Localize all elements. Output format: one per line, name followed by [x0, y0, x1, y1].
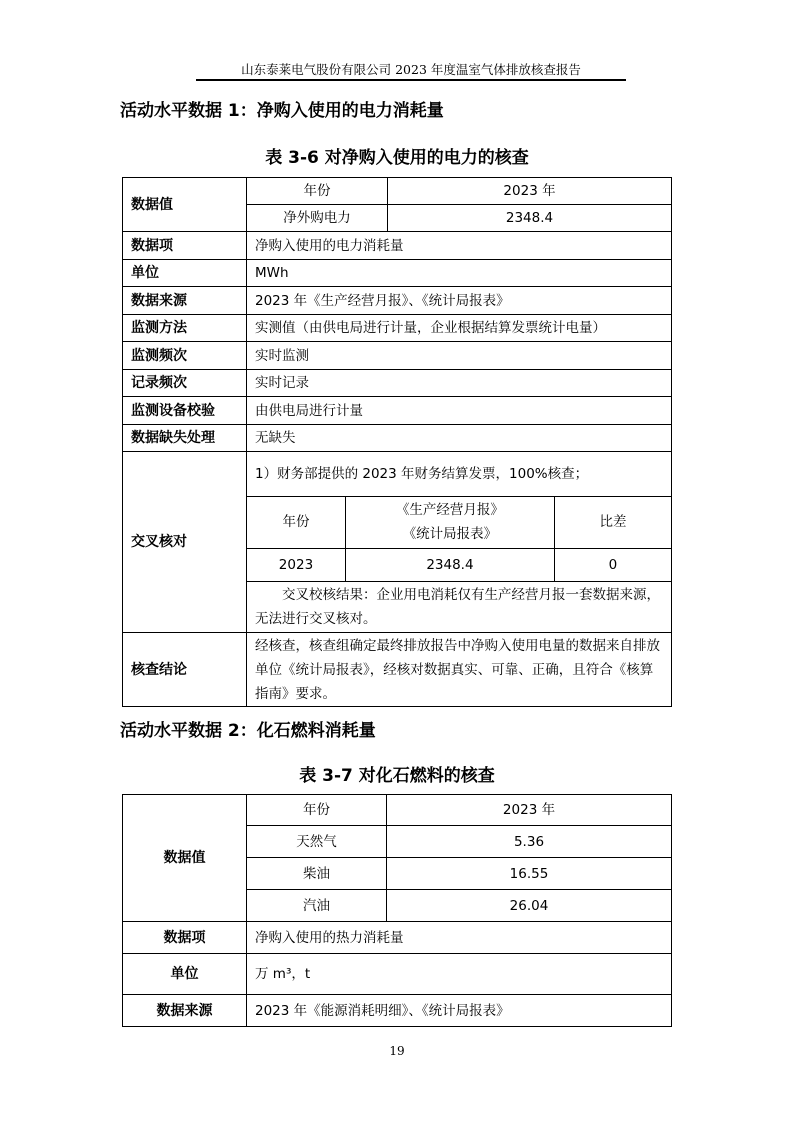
year-header: 年份: [247, 178, 388, 205]
row-label: 数据来源: [123, 995, 247, 1027]
fuel-name: 天然气: [247, 826, 387, 858]
row-label: 监测设备校验: [123, 397, 247, 425]
cross-check-intro: 1）财务部提供的 2023 年财务结算发票，100%核查；: [247, 452, 671, 496]
row-value: 实时记录: [247, 370, 672, 397]
fuel-name: 汽油: [247, 890, 387, 922]
row-value: 2023 年《能源消耗明细》、《统计局报表》: [247, 995, 672, 1027]
row-label: 单位: [123, 954, 247, 995]
row-value: 由供电局进行计量: [247, 397, 672, 425]
header-divider: [196, 79, 626, 81]
row-label: 监测频次: [123, 342, 247, 370]
row-label: 数据项: [123, 922, 247, 954]
electricity-check-table: [122, 177, 672, 707]
row-value: MWh: [247, 260, 672, 287]
row-value: 2023 年《生产经营月报》、《统计局报表》: [247, 287, 672, 315]
page-header: 山东泰莱电气股份有限公司 2023 年度温室气体排放核查报告: [241, 62, 581, 77]
cross-col-diff: 比差: [554, 496, 671, 548]
net-purchased-electricity-label: 净外购电力: [247, 205, 388, 232]
cross-col-year: 年份: [247, 496, 345, 548]
table-caption-3-6: 表 3-6 对净购入使用的电力的核查: [265, 148, 529, 168]
year-value: 2023 年: [388, 178, 672, 205]
cross-check-label: 交叉核对: [123, 452, 247, 633]
net-purchased-electricity-value: 2348.4: [388, 205, 672, 232]
fuel-value: 26.04: [387, 890, 672, 922]
row-value: 无缺失: [247, 425, 672, 452]
cross-row-year: 2023: [247, 548, 345, 581]
section-title-fossil-fuel: 活动水平数据 2：化石燃料消耗量: [120, 721, 376, 741]
cross-check-cell: [247, 452, 672, 633]
page-number: 19: [389, 1044, 405, 1058]
source-statistics-report: 《统计局报表》: [402, 526, 498, 542]
fuel-value: 5.36: [387, 826, 672, 858]
row-value: 实测值（由供电局进行计量，企业根据结算发票统计电量）: [247, 315, 672, 342]
year-header: 年份: [247, 795, 387, 826]
cross-col-sources: [345, 496, 554, 548]
cross-row-diff: 0: [554, 548, 671, 581]
row-label: 数据来源: [123, 287, 247, 315]
row-label: 数据缺失处理: [123, 425, 247, 452]
data-value-label: 数据值: [123, 178, 247, 232]
table-caption-3-7: 表 3-7 对化石燃料的核查: [299, 766, 495, 786]
row-value: 净购入使用的热力消耗量: [247, 922, 672, 954]
fuel-value: 16.55: [387, 858, 672, 890]
conclusion-text: 经核查，核查组确定最终排放报告中净购入使用电量的数据来自排放单位《统计局报表》，经核对数据真实、可靠、正确，且符合《核算指南》要求。: [247, 633, 672, 707]
conclusion-label: 核查结论: [123, 633, 247, 707]
row-label: 数据项: [123, 232, 247, 260]
row-value: 万 m³，t: [247, 954, 672, 995]
data-value-label: 数据值: [123, 795, 247, 922]
row-label: 单位: [123, 260, 247, 287]
year-value: 2023 年: [387, 795, 672, 826]
cross-check-table: [247, 452, 671, 632]
row-value: 实时监测: [247, 342, 672, 370]
source-monthly-report: 《生产经营月报》: [395, 502, 504, 518]
fuel-name: 柴油: [247, 858, 387, 890]
fossil-fuel-check-table: [122, 794, 672, 1027]
cross-row-value: 2348.4: [345, 548, 554, 581]
cross-check-result: 交叉校核结果：企业用电消耗仅有生产经营月报一套数据来源，无法进行交叉核对。: [247, 581, 671, 632]
section-title-electricity: 活动水平数据 1：净购入使用的电力消耗量: [120, 101, 444, 121]
row-label: 监测方法: [123, 315, 247, 342]
row-label: 记录频次: [123, 370, 247, 397]
row-value: 净购入使用的电力消耗量: [247, 232, 672, 260]
